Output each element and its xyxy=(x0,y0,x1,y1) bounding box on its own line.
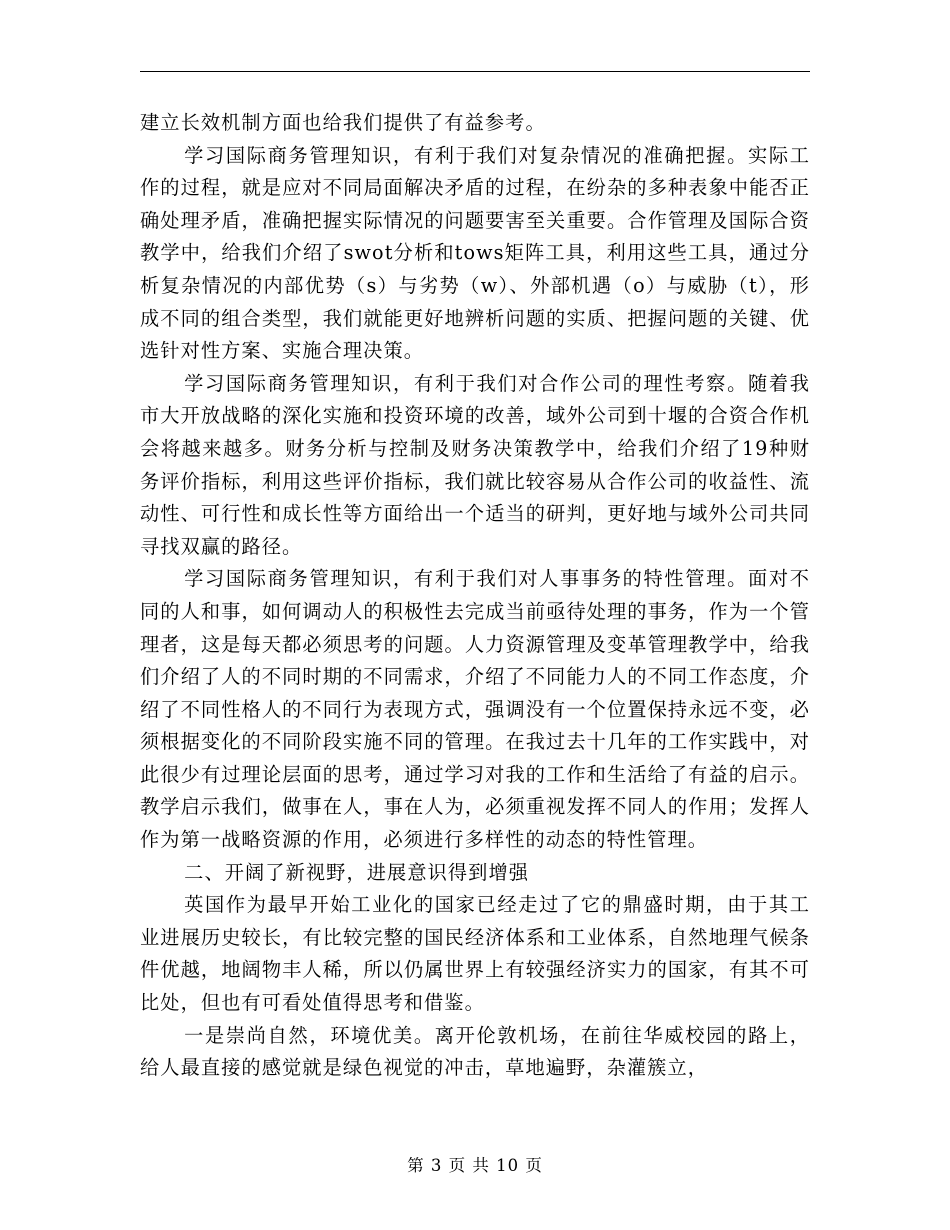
paragraph-4: 学习国际商务管理知识，有利于我们对人事事务的特性管理。面对不同的人和事，如何调动人的积极性去完成当前亟待处理的事务，作为一个管理者，这是每天都必须思考的问题。人力资源管理及变革管理教学中，给我们介绍了人的不同时期的不同需求，介绍了不同能力人的不同工作态度，介绍了不同性格人的不同行为表现方式，强调没有一个位置保持永远不变，必须根据变化的不同阶段实施不同的管理。在我过去十几年的工作实践中，对此很少有过理论层面的思考，通过学习对我的工作和生活给了有益的启示。教学启示我们，做事在人，事在人为，必须重视发挥不同人的作用；发挥人作为第一战略资源的作用，必须进行多样性的动态的特性管理。 xyxy=(140,567,810,852)
paragraph-2: 学习国际商务管理知识，有利于我们对复杂情况的准确把握。实际工作的过程，就是应对不同局面解决矛盾的过程，在纷杂的多种表象中能否正确处理矛盾，准确把握实际情况的问题要害至关重要。合作管理及国际合资教学中，给我们介绍了swot分析和tows矩阵工具，利用这些工具，通过分析复杂情况的内部优势（s）与劣势（w）、外部机遇（o）与威胁（t），形成不同的组合类型，我们就能更好地辨析问题的实质、把握问题的关键、优选针对性方案、实施合理决策。 xyxy=(140,143,810,363)
header-rule xyxy=(140,71,810,72)
document-body xyxy=(140,107,810,1085)
section-heading: 二、开阔了新视野，进展意识得到增强 xyxy=(184,860,530,884)
paragraph-5: 英国作为最早开始工业化的国家已经走过了它的鼎盛时期，由于其工业进展历史较长，有比较完整的国民经济体系和工业体系，自然地理气候条件优越，地阔物丰人稀，所以仍属世界上有较强经济实力的国家，有其不可比处，但也有可看处值得思考和借鉴。 xyxy=(140,893,810,1015)
paragraph-1: 建立长效机制方面也给我们提供了有益参考。 xyxy=(140,111,546,134)
paragraph-3: 学习国际商务管理知识，有利于我们对合作公司的理性考察。随着我市大开放战略的深化实施和投资环境的改善，域外公司到十堰的合资合作机会将越来越多。财务分析与控制及财务决策教学中，给我们介绍了19种财务评价指标，利用这些评价指标，我们就比较容易从合作公司的收益性、流动性、可行性和成长性等方面给出一个适当的研判，更好地与域外公司共同寻找双赢的路径。 xyxy=(140,371,810,558)
paragraph-6: 一是崇尚自然，环境优美。离开伦敦机场，在前往华威校园的路上，给人最直接的感觉就是绿色视觉的冲击，草地遍野，杂灌簇立， xyxy=(140,1023,810,1080)
page-footer: 第 3 页 共 10 页 xyxy=(407,1156,543,1175)
